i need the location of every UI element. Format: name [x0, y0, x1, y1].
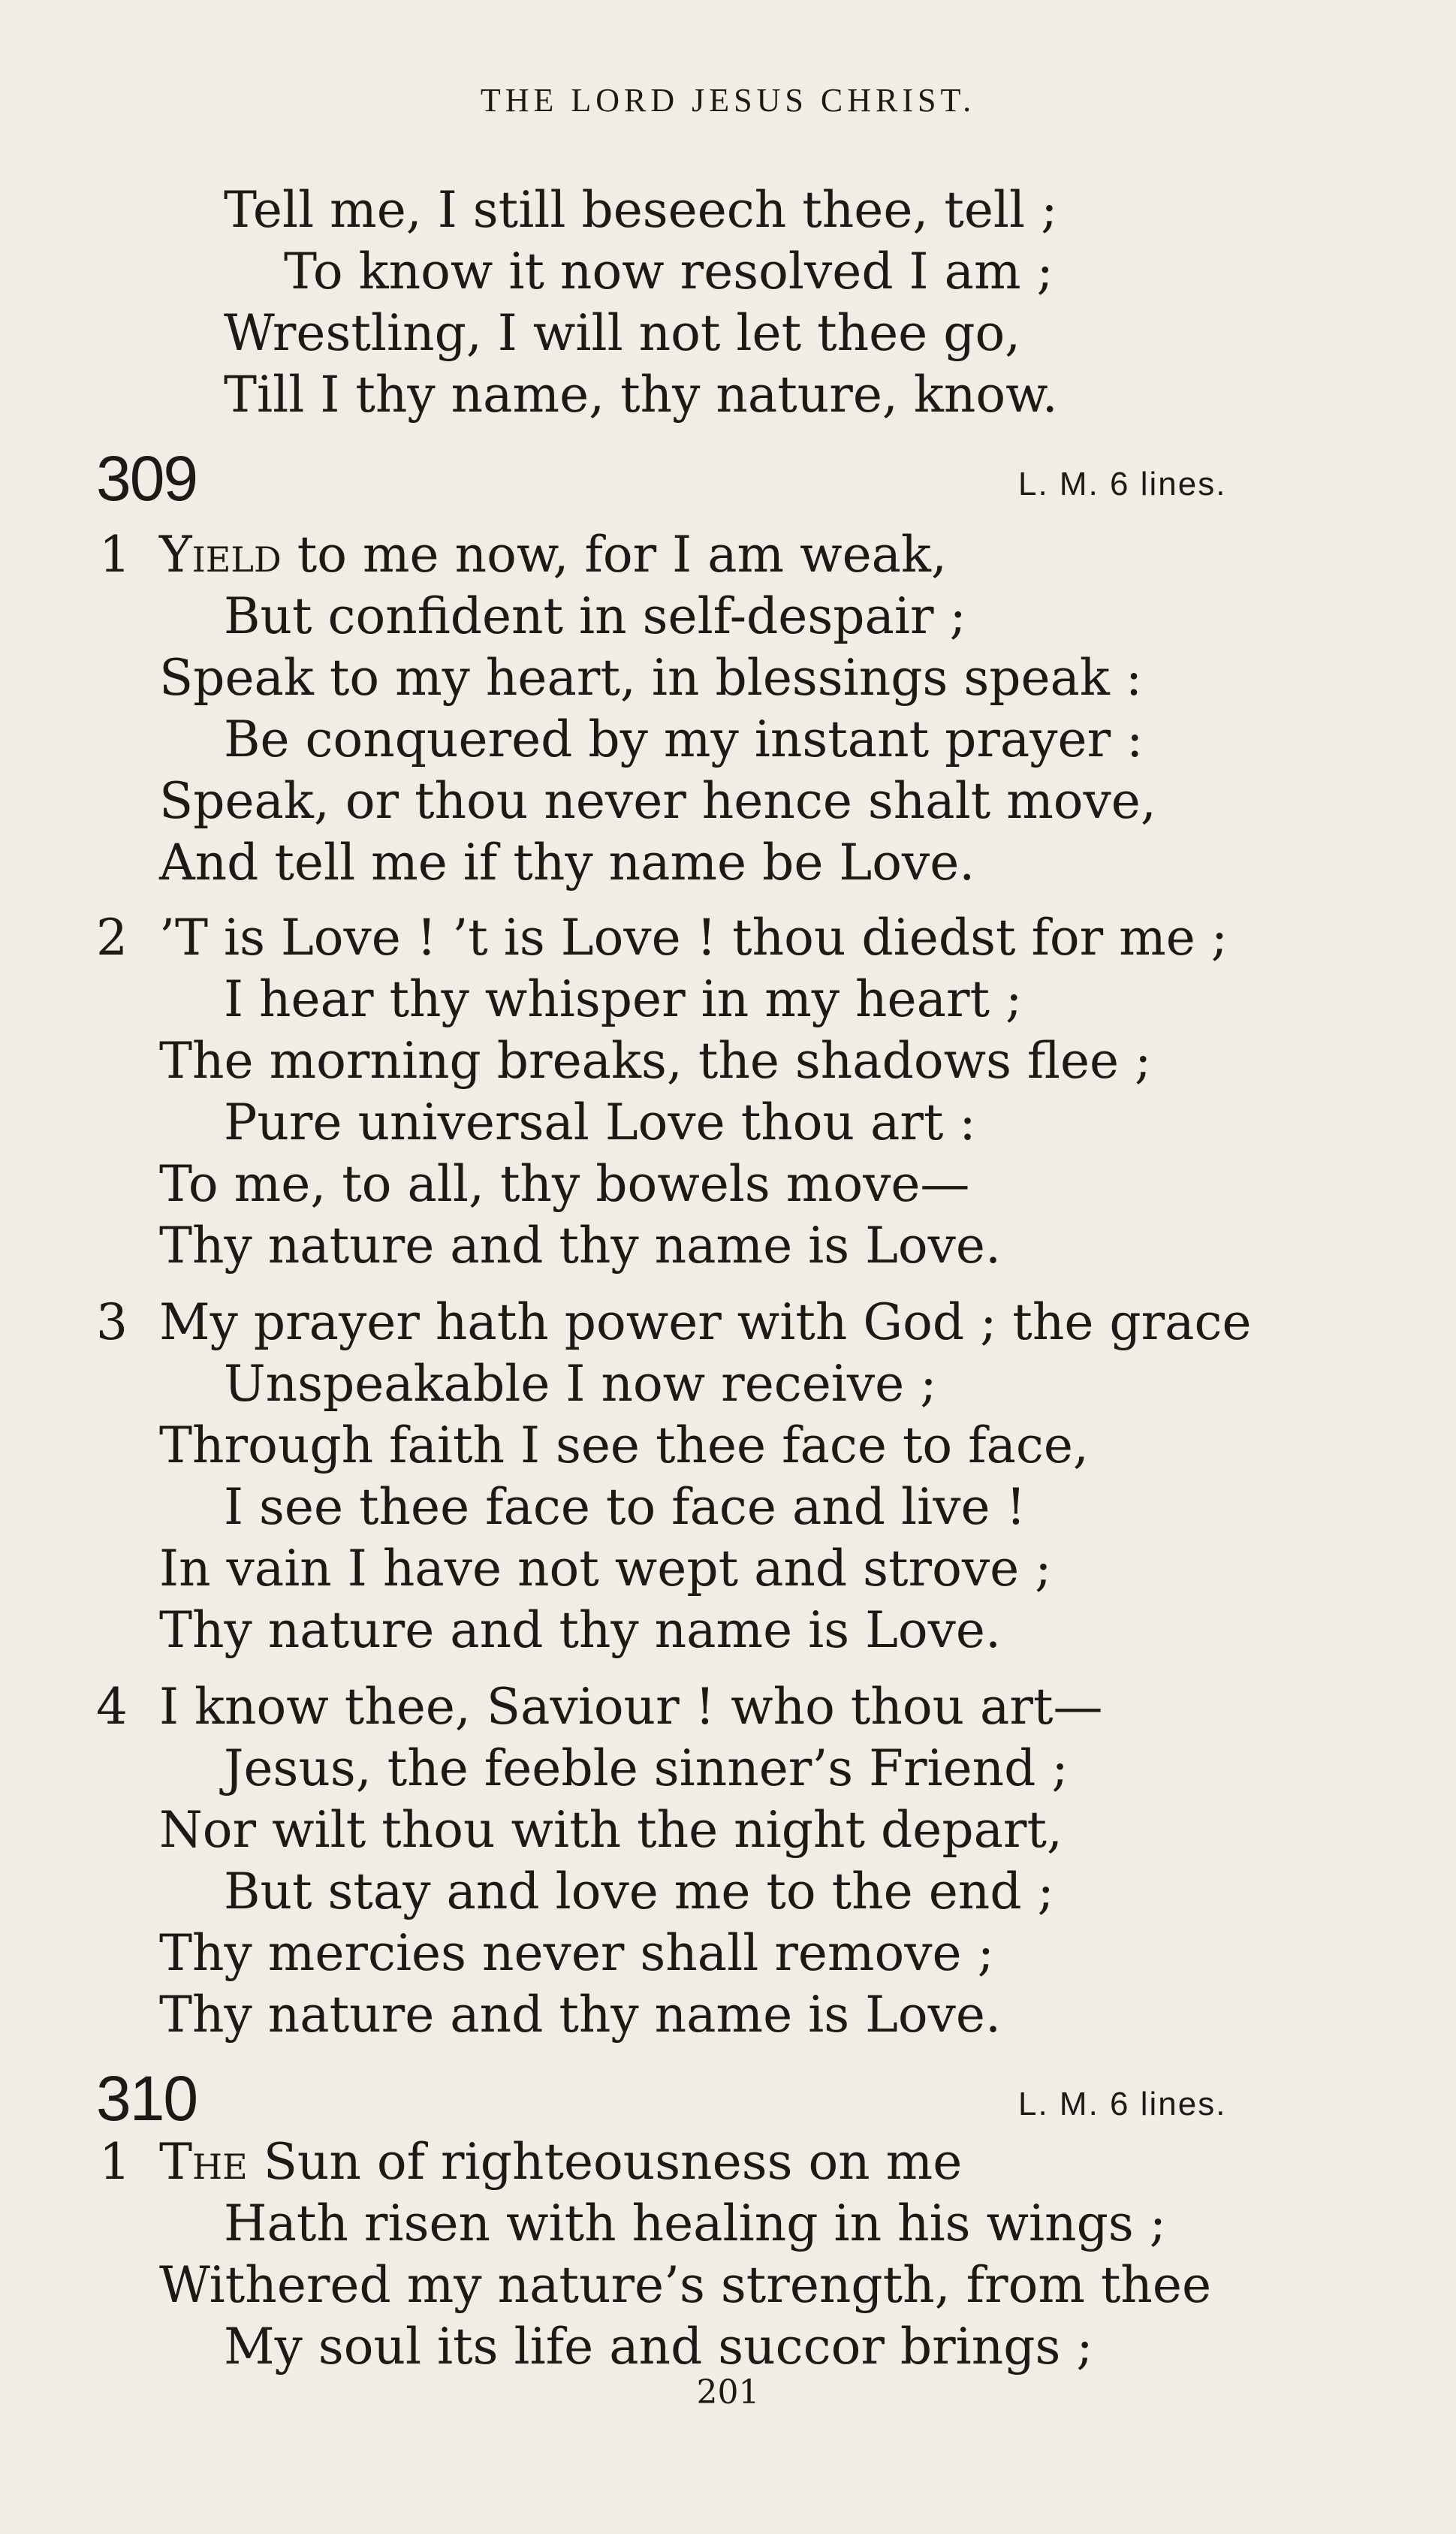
page-number: 201	[696, 2373, 760, 2412]
verse-line: Tell me, I still beseech thee, tell ;	[224, 181, 1058, 239]
verse-line: Thy mercies never shall remove ;	[159, 1924, 994, 1982]
verse-first-line: I know thee, Saviour ! who thou art—	[159, 1678, 1103, 1736]
verse-line: And tell me if thy name be Love.	[159, 834, 975, 891]
verse-line: To me, to all, thy bowels move—	[159, 1155, 970, 1213]
hymn-number: 309	[96, 443, 197, 514]
verse-line: My soul its life and succor brings ;	[224, 2318, 1093, 2376]
verse-first-line: ’T is Love ! ’t is Love ! thou diedst for me ;	[159, 909, 1228, 967]
verse-line: But confident in self-despair ;	[224, 587, 966, 645]
verse-line: Be conquered by my instant prayer :	[224, 710, 1144, 768]
hymn-meter: L. M. 6 lines.	[1018, 466, 1227, 502]
verse-number: 2	[96, 909, 128, 967]
verse-first-line	[159, 2133, 963, 2191]
verse-number: 1	[99, 2133, 131, 2191]
verse-first-line	[159, 526, 947, 584]
verse-line: Pure universal Love thou art :	[224, 1094, 976, 1151]
verse-line: But stay and love me to the end ;	[224, 1863, 1054, 1920]
first-line-rest: Sun of righteousness on me	[247, 2133, 963, 2191]
hymn-number: 310	[96, 2063, 197, 2134]
verse-number: 1	[99, 526, 131, 584]
first-line-rest: to me now, for I am weak,	[281, 526, 947, 584]
verse-number: 3	[96, 1293, 128, 1351]
verse-line: I hear thy whisper in my heart ;	[224, 970, 1023, 1028]
verse-line: Withered my nature’s strength, from thee	[159, 2256, 1212, 2314]
verse-line: Jesus, the feeble sinner’s Friend ;	[224, 1739, 1069, 1797]
verse-line: Speak to my heart, in blessings speak :	[159, 649, 1143, 707]
verse-line: Thy nature and thy name is Love.	[159, 1986, 1001, 2044]
verse-line: The morning breaks, the shadows flee ;	[159, 1032, 1152, 1090]
running-head: THE LORD JESUS CHRIST.	[480, 82, 976, 119]
verse-line: Nor wilt thou with the night depart,	[159, 1801, 1063, 1859]
first-word: Yield	[159, 526, 282, 584]
verse-line: Hath risen with healing in his wings ;	[224, 2195, 1166, 2252]
verse-line: I see thee face to face and live !	[224, 1478, 1026, 1536]
verse-number: 4	[96, 1678, 128, 1736]
verse-line: Speak, or thou never hence shalt move,	[159, 772, 1156, 830]
verse-line: In vain I have not wept and strove ;	[159, 1540, 1052, 1597]
verse-line: Through faith I see thee face to face,	[159, 1416, 1089, 1474]
verse-line: Thy nature and thy name is Love.	[159, 1601, 1001, 1659]
first-word: The	[159, 2133, 248, 2191]
hymn-meter: L. M. 6 lines.	[1018, 2086, 1227, 2122]
verse-line: Till I thy name, thy nature, know.	[224, 366, 1058, 424]
verse-line: To know it now resolved I am ;	[284, 243, 1054, 300]
verse-line: Unspeakable I now receive ;	[224, 1355, 937, 1413]
verse-first-line: My prayer hath power with God ; the grace	[159, 1293, 1252, 1351]
verse-line: Thy nature and thy name is Love.	[159, 1217, 1001, 1275]
verse-line: Wrestling, I will not let thee go,	[224, 304, 1021, 362]
